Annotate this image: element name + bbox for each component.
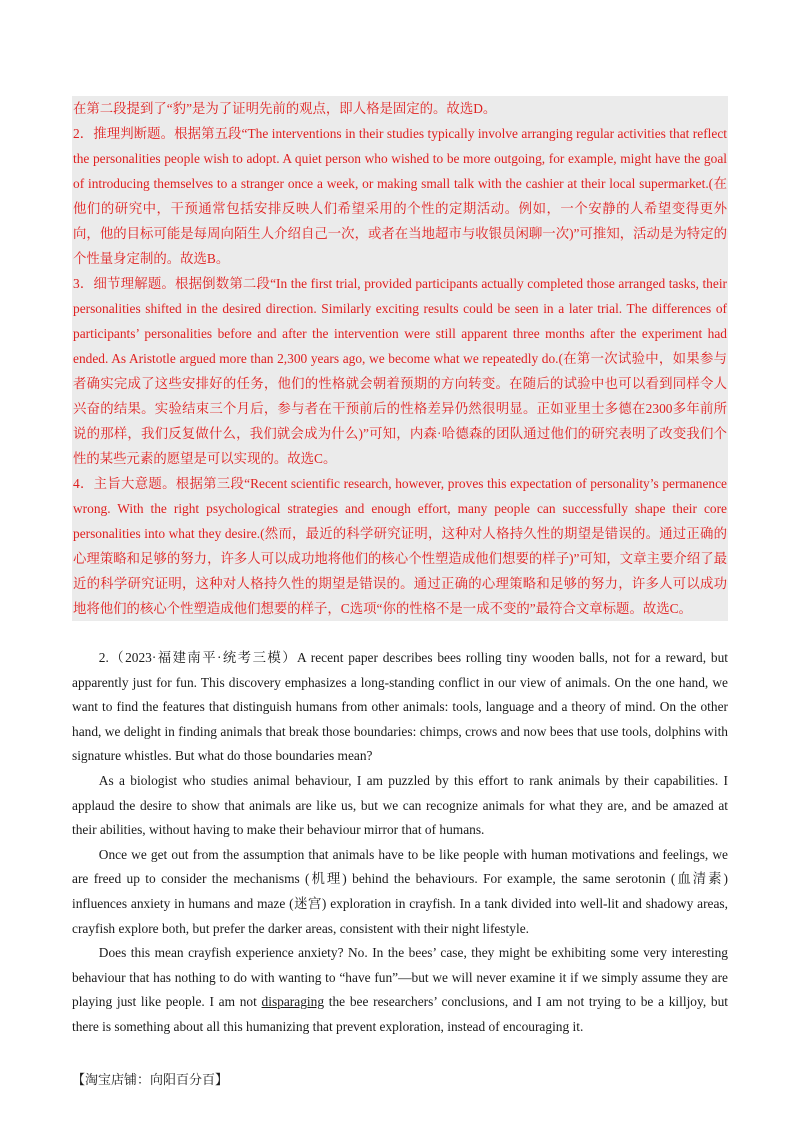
- answer-item-3: 3．细节理解题。根据倒数第二段“In the first trial, provided participants actually completed those arranged tasks, their personalities shifted in the desired direction. Similarly exciting results could be seen in a later trial. The differences of participants’ personalities before and after the intervention were still apparent three months after the experiment had ended. As Aristotle argued more than 2,300 years ago, we become what we repeatedly do.(在第一次试验中，如果参与者确实完成了这些安排好的任务，他们的性格就会朝着预期的方向转变。在随后的试验中也可以看到同样令人兴奋的结果。实验结束三个月后，参与者在干预前后的性格差异仍然很明显。正如亚里士多德在2300多年前所说的那样，我们反复做什么，我们就会成为什么)”可知，内森·哈德森的团队通过他们的研究表明了改变我们个性的某些元素的愿望是可以实现的。故选C。: [73, 276, 727, 466]
- passage-paragraph-4: [72, 941, 728, 1039]
- answer-item-1-end: 在第二段提到了“豹”是为了证明先前的观点，即人格是固定的。故选D。: [73, 101, 497, 116]
- paragraph-4-text-after: the bee researchers’ conclusions, and I am not trying to be a killjoy, but there is something about all this humanizing that prevent exploration, instead of encouraging it.: [72, 994, 728, 1034]
- footer-shop-label: 【淘宝店铺：向阳百分百】: [72, 1072, 229, 1087]
- answer-item-4: 4．主旨大意题。根据第三段“Recent scientific research, however, proves this expectation of personality’s permanence wrong. With the right psychological strategies and enough effort, many people can successfully shape their core personalities into what they desire.(然而，最近的科学研究证明，这种对人格持久性的期望是错误的。通过正确的心理策略和足够的努力，许多人可以成功地将他们的核心个性塑造成他们想要的样子)”可知，文章主要介绍了最近的科学研究证明，这种对人格持久性的期望是错误的。通过正确的心理策略和足够的努力，许多人可以成功地将他们的核心个性塑造成他们想要的样子，C选项“你的性格不是一成不变的”最符合文章标题。故选C。: [73, 476, 727, 616]
- passage-paragraph-1: 2.（2023·福建南平·统考三模）A recent paper describes bees rolling tiny wooden balls, not for a reward, but apparently just for fun. This discovery emphasizes a long-standing conflict in our view of animals. On the one hand, we want to find the features that distinguish humans from other animals: tools, language and a theory of mind. On the other hand, we delight in finding animals that break those boundaries: chimps, crows and now bees that use tools, dolphins with signature whistles. But what do those boundaries mean?: [72, 650, 728, 764]
- paragraph-4-text-before: Does this mean crayfish experience anxiety? No. In the bees’ case, they might be exhibiting some very interesting behaviour that has nothing to do with wanting to “have fun”—but we will never examine it if we simply assume they are playing just like people. I am not: [72, 945, 728, 1010]
- underlined-word: disparaging: [261, 994, 325, 1010]
- answer-item-2: 2．推理判断题。根据第五段“The interventions in their studies typically involve arranging regular activities that reflect the personalities people wish to adopt. A quiet person who wished to be more outgoing, for example, might have the goal of introducing themselves to a stranger once a week, or making small talk with the cashier at their local supermarket.(在他们的研究中，干预通常包括安排反映人们希望采用的个性的定期活动。例如，一个安静的人希望变得更外向，他的目标可能是每周向陌生人介绍自己一次，或者在当地超市与收银员闲聊一次)”可推知，活动是为特定的个性量身定制的。故选B。: [73, 126, 727, 266]
- reading-passage: [72, 646, 728, 1040]
- answer-explanation-box: [72, 96, 728, 621]
- passage-paragraph-3: Once we get out from the assumption that animals have to be like people with human motivations and feelings, we are freed up to consider the mechanisms (机理) behind the behaviours. For example, the same serotonin (血清素) influences anxiety in humans and maze (迷宫) exploration in crayfish. In a tank divided into well-lit and shadowy areas, crayfish explore both, but prefer the darker areas, consistent with their night lifestyle.: [72, 846, 728, 936]
- passage-paragraph-2: As a biologist who studies animal behaviour, I am puzzled by this effort to rank animals by their capabilities. I applaud the desire to show that animals are like us, but we can recognize animals for what they are, and be amazed at their abilities, without having to make their behaviour mirror that of humans.: [72, 772, 728, 838]
